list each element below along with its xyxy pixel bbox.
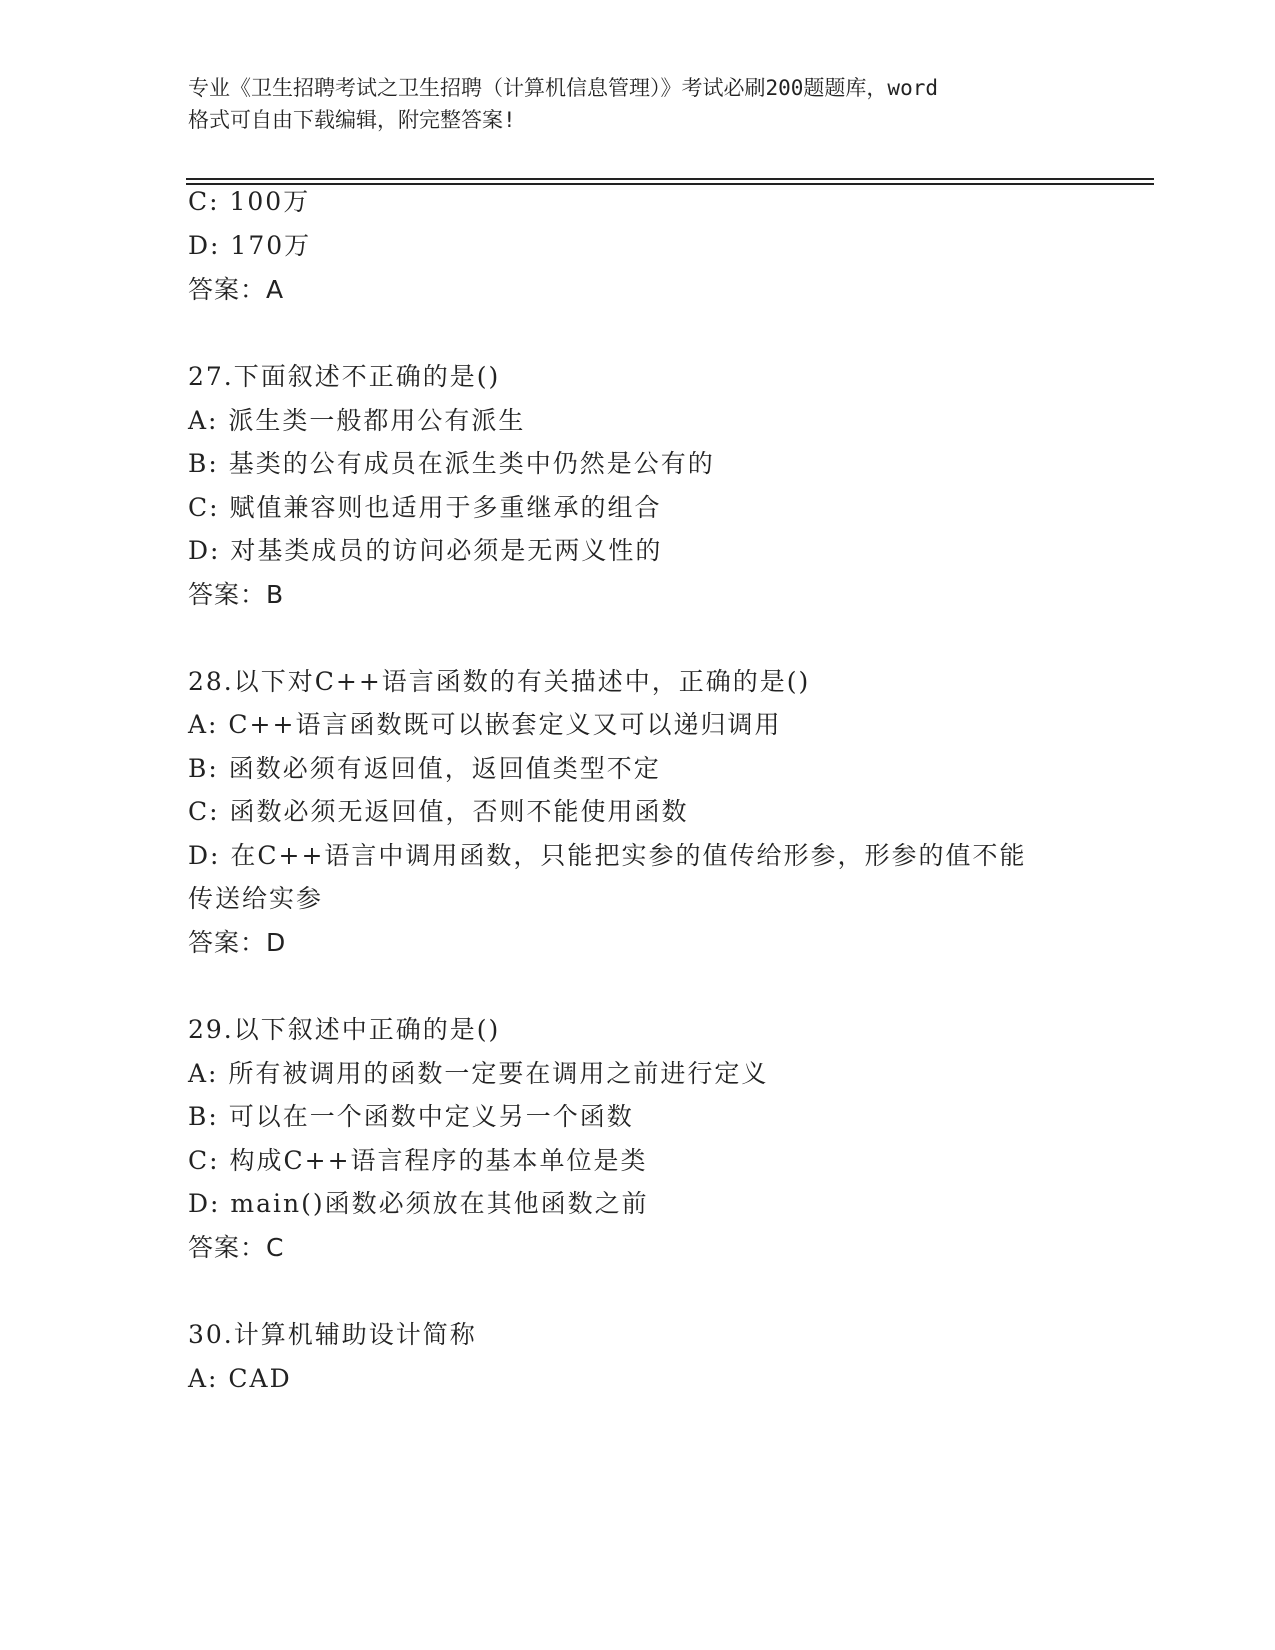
q29-option-a: A: 所有被调用的函数一定要在调用之前进行定义 [188, 1059, 769, 1088]
prev-option-c: C: 100万 [188, 187, 311, 216]
q28-question: 28.以下对C++语言函数的有关描述中，正确的是() [188, 667, 811, 696]
q28-option-c: C: 函数必须无返回值，否则不能使用函数 [188, 797, 689, 826]
header-rule-bottom [186, 183, 1154, 185]
q28-answer: 答案：D [188, 928, 287, 957]
q27-option-c: C: 赋值兼容则也适用于多重继承的组合 [188, 493, 662, 522]
q29-option-b: B: 可以在一个函数中定义另一个函数 [188, 1102, 634, 1131]
prev-answer: 答案：A [188, 275, 285, 304]
q29-question: 29.以下叙述中正确的是() [188, 1015, 501, 1044]
q27-option-a: A: 派生类一般都用公有派生 [188, 406, 526, 435]
q28-option-d-line-2: 传送给实参 [188, 884, 324, 913]
q28-option-d-line-1: D: 在C++语言中调用函数，只能把实参的值传给形参，形参的值不能 [188, 841, 1027, 870]
q27-question: 27.下面叙述不正确的是() [188, 362, 501, 391]
header-line-1: 专业《卫生招聘考试之卫生招聘（计算机信息管理）》考试必刷200题题库，word [188, 76, 938, 100]
document-header [188, 72, 1098, 136]
q29-answer: 答案：C [188, 1233, 285, 1262]
prev-option-d: D: 170万 [188, 231, 312, 260]
q27-answer: 答案：B [188, 580, 285, 609]
q27-option-b: B: 基类的公有成员在派生类中仍然是公有的 [188, 449, 715, 478]
q28-option-b: B: 函数必须有返回值，返回值类型不定 [188, 754, 661, 783]
q28-option-a: A: C++语言函数既可以嵌套定义又可以递归调用 [188, 710, 782, 739]
header-rule-top [186, 178, 1154, 180]
q29-option-c: C: 构成C++语言程序的基本单位是类 [188, 1146, 648, 1175]
q30-option-a: A: CAD [188, 1364, 292, 1393]
q27-option-d: D: 对基类成员的访问必须是无两义性的 [188, 536, 663, 565]
header-line-2: 格式可自由下载编辑，附完整答案! [188, 108, 516, 132]
q30-question: 30.计算机辅助设计简称 [188, 1320, 477, 1349]
q29-option-d: D: main()函数必须放在其他函数之前 [188, 1189, 649, 1218]
